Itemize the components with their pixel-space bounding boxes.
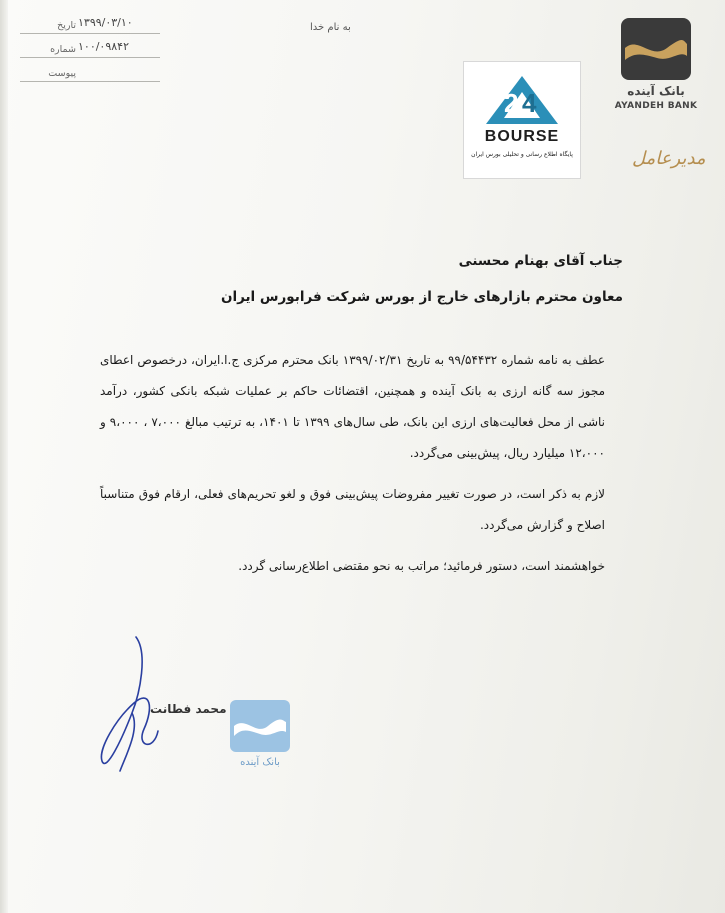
bank-stamp-icon <box>230 700 290 752</box>
svg-text:4: 4 <box>522 88 537 118</box>
bank-name-en: AYANDEH BANK <box>614 101 698 111</box>
recipient-role: معاون محترم بازارهای خارج از بورس شرکت فرابورس ایران <box>220 289 623 305</box>
bismillah-heading: به نام خدا <box>310 22 351 33</box>
number-line <box>20 57 160 58</box>
date-value: ۱۳۹۹/۰۳/۱۰ <box>78 16 133 29</box>
attachment-label: پیوست <box>48 68 76 79</box>
svg-text:2: 2 <box>504 88 519 118</box>
letter-metadata <box>20 14 160 86</box>
number-row <box>20 38 160 62</box>
signer-name: محمد فطانت <box>150 702 227 716</box>
body-paragraph: عطف به نامه شماره ۹۹/۵۴۴۳۲ به تاریخ ۱۳۹۹/۰۲/۳۱ بانک محترم مرکزی ج.ا.ایران، درخصوص اعطای مجوز سه گانه ارزی به بانک آینده و همچنین، اقتضائات حاکم بر عملیات شبکه بانکی کشور، درآمد ناشی از محل فعالیت‌های ارزی این بانک، طی سال‌های ۱۳۹۹ تا ۱۴۰۱، به ترتیب مبالغ ۷،۰۰۰ ، ۹،۰۰۰ و ۱۲،۰۰۰ میلیارد ریال، پیش‌بینی می‌گردد. <box>100 353 606 460</box>
bank-name-fa: بانک آینده <box>627 84 685 98</box>
attachment-row <box>20 62 160 86</box>
attachment-line <box>20 81 160 82</box>
date-label: تاریخ <box>57 20 76 31</box>
bank-logo-icon <box>621 18 691 80</box>
letter-body <box>100 345 605 582</box>
number-value: ۱۰۰/۰۹۸۴۲ <box>78 40 129 53</box>
body-paragraph: خواهشمند است، دستور فرمائید؛ مراتب به نحو مقتضی اطلاع‌رسانی گردد. <box>238 559 605 573</box>
recipient-name: جناب آقای بهنام محسنی <box>458 253 623 269</box>
date-line <box>20 33 160 34</box>
date-row <box>20 14 160 38</box>
stamp-label: بانک آینده <box>240 757 280 768</box>
recipient-block <box>221 253 623 325</box>
bourse-tagline: پایگاه اطلاع رسانی و تحلیلی بورس ایران <box>471 151 573 158</box>
office-title: مدیرعامل <box>632 148 706 169</box>
number-label: شماره <box>50 44 76 55</box>
body-paragraph: لازم به ذکر است، در صورت تغییر مفروضات پیش‌بینی فوق و لغو تحریم‌های فعلی، ارقام فوق متناسباً اصلاح و گزارش می‌گردد. <box>100 487 605 532</box>
bourse-watermark <box>463 61 581 179</box>
bourse-logo-icon <box>464 62 580 132</box>
bourse-brand: BOURSE <box>484 128 560 145</box>
